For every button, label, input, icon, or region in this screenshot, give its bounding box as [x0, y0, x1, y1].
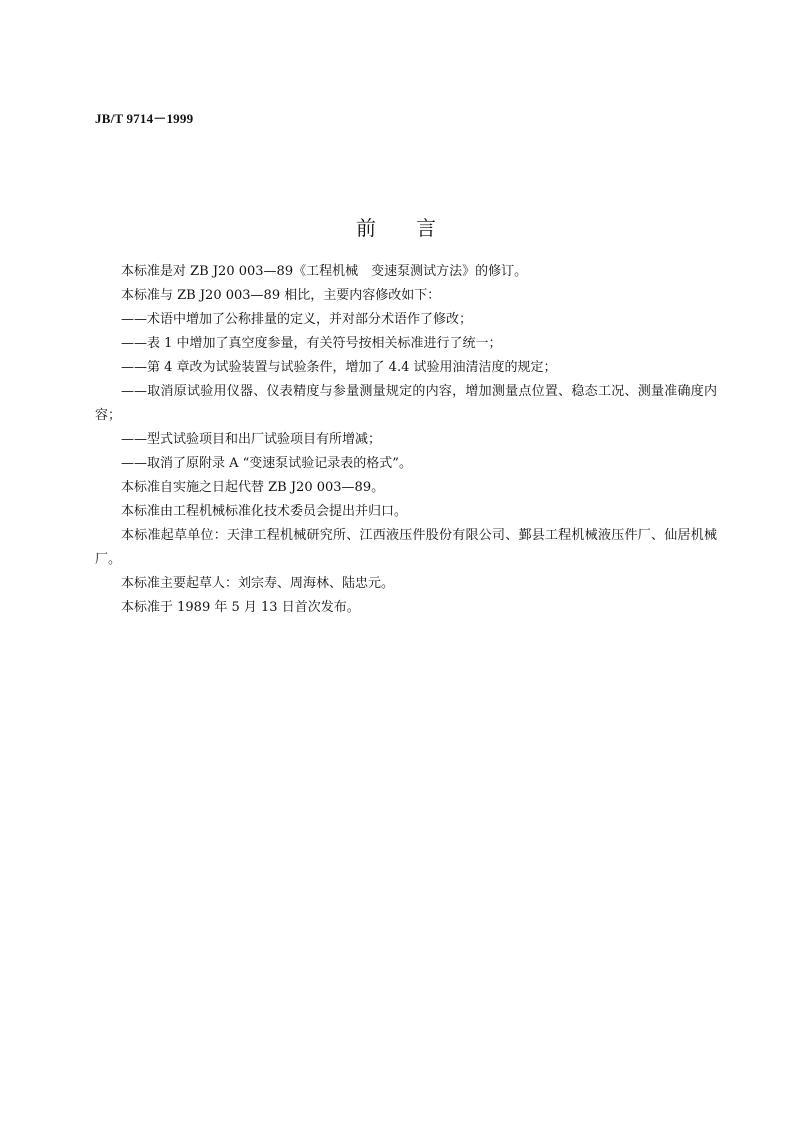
standard-code: JB/T 9714－1999 [95, 111, 194, 126]
paragraph: 本标准与 ZB J20 003—89 相比，主要内容修改如下： [121, 288, 441, 303]
paragraph: 本标准起草单位：天津工程机械研究所、江西液压件股份有限公司、鄞县工程机械液压件厂、仙居机械厂。 [95, 528, 717, 567]
paragraph: 本标准自实施之日起代替 ZB J20 003—89。 [121, 480, 385, 495]
paragraph: 本标准由工程机械标准化技术委员会提出并归口。 [121, 504, 408, 519]
paragraph: ——型式试验项目和出厂试验项目有所增减； [121, 432, 382, 447]
paragraph: 本标准于 1989 年 5 月 13 日首次发布。 [121, 600, 360, 615]
paragraph: ——取消原试验用仪器、仪表精度与参量测量规定的内容，增加测量点位置、稳态工况、测量准确度内容； [95, 384, 717, 423]
paragraph: 本标准主要起草人：刘宗寿、周海林、陆忠元。 [121, 576, 395, 591]
page-title: 前言 [356, 216, 476, 240]
paragraph: 本标准是对 ZB J20 003—89《工程机械 变速泵测试方法》的修订。 [121, 264, 528, 279]
paragraph: ——取消了原附录 A “变速泵试验记录表的格式”。 [121, 456, 412, 471]
paragraph: ——表 1 中增加了真空度参量，有关符号按相关标准进行了统一； [121, 336, 502, 351]
paragraph: ——术语中增加了公称排量的定义，并对部分术语作了修改； [121, 312, 473, 327]
foreword-body [95, 260, 717, 620]
paragraph: ——第 4 章改为试验装置与试验条件，增加了 4.4 试验用油清洁度的规定； [121, 360, 557, 375]
